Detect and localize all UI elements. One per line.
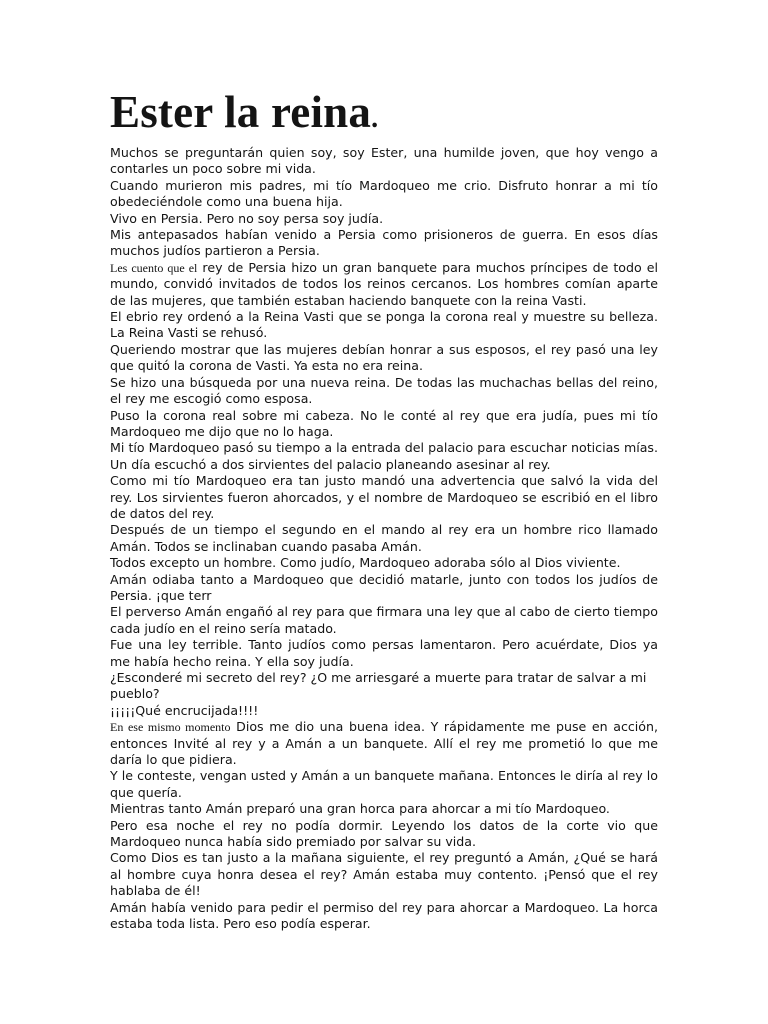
paragraph [110,309,658,342]
paragraph [110,408,658,441]
paragraph [110,703,658,719]
paragraph [110,473,658,522]
paragraph [110,801,658,817]
paragraph-text: Después de un tiempo el segundo en el mando al rey era un hombre rico llamado Amán. Todos se inclinaban cuando pasaba Amán. [110,522,658,554]
paragraph-text: Cuando murieron mis padres, mi tío Mardoqueo me crio. Disfruto honrar a mi tío obedeciéndole como una buena hija. [110,177,658,210]
paragraph [110,719,658,768]
paragraph-text: Queriendo mostrar que las mujeres debían honrar a sus esposos, el rey pasó una ley que quitó la corona de Vasti. Ya esta no era reina. [110,341,658,374]
paragraph [110,637,658,670]
paragraph-text: Fue una ley terrible. Tanto judíos como persas lamentaron. Pero acuérdate, Dios ya me había hecho reina. Y ella soy judía. [110,637,658,669]
paragraph [110,375,658,408]
paragraph [110,260,658,309]
title-period: . [371,103,379,134]
paragraph [110,818,658,851]
paragraph-text: Como Dios es tan justo a la mañana siguiente, el rey preguntó a Amán, ¿Qué se hará al hombre cuya honra desea el rey? Amán estaba muy contento. ¡Pensó que el rey hablaba de él! [110,850,658,899]
paragraph-text: Amán odiaba tanto a Mardoqueo que decidió matarle, junto con todos los judíos de Persia. ¡que terr [110,571,658,603]
document-body [110,86,658,933]
paragraph [110,572,658,605]
paragraph [110,604,658,637]
paragraph-text: Amán había venido para pedir el permiso del rey para ahorcar a Mardoqueo. La horca estaba toda lista. Pero eso podía esperar. [110,899,658,932]
paragraph-text: rey de Persia hizo un gran banquete para muchos príncipes de todo el mundo, convidó invitados de todos los reinos cercanos. Los hombres comían aparte de las mujeres, que también estaban haciendo banquete con la reina Vasti. [110,259,658,308]
paragraph-list [110,145,658,933]
paragraph-text: Vivo en Persia. Pero no soy persa soy judía. [110,210,384,226]
paragraph [110,522,658,555]
paragraph [110,178,658,211]
paragraph [110,768,658,801]
paragraph [110,440,658,473]
paragraph-text: Se hizo una búsqueda por una nueva reina. De todas las muchachas bellas del reino, el rey me escogió como esposa. [110,374,658,407]
paragraph-text: ¿Esconderé mi secreto del rey? ¿O me arriesgaré a muerte para tratar de salvar a mi pueblo? [110,670,647,702]
document-title [110,86,658,145]
paragraph-lead: En ese mismo momento [110,720,231,735]
paragraph-text: Dios me dio una buena idea. Y rápidamente me puse en acción, entonces Invité al rey y a Amán a un banquete. Allí el rey me prometió lo que me daría lo que pidiera. [110,719,658,768]
paragraph [110,555,658,571]
paragraph-text: Y le conteste, vengan usted y Amán a un banquete mañana. Entonces le diría al rey lo que quería. [110,768,658,800]
paragraph [110,227,658,260]
paragraph-text: El perverso Amán engañó al rey para que firmara una ley que al cabo de cierto tiempo cada judío en el reino sería matado. [110,604,658,636]
paragraph-text: Pero esa noche el rey no podía dormir. Leyendo los datos de la corte vio que Mardoqueo nunca había sido premiado por salvar su vida. [110,817,658,850]
paragraph-text: Mientras tanto Amán preparó una gran horca para ahorcar a mi tío Mardoqueo. [110,801,610,817]
paragraph [110,900,658,933]
paragraph [110,850,658,899]
paragraph-text: Todos excepto un hombre. Como judío, Mardoqueo adoraba sólo al Dios viviente. [110,555,621,571]
paragraph-text: Muchos se preguntarán quien soy, soy Ester, una humilde joven, que hoy vengo a contarles un poco sobre mi vida. [110,145,658,177]
paragraph [110,670,658,703]
paragraph-text: Como mi tío Mardoqueo era tan justo mandó una advertencia que salvó la vida del rey. Los sirvientes fueron ahorcados, y el nombre de Mardoqueo se escribió en el libro de datos del rey. [110,473,658,521]
paragraph-lead: Les cuento que el [110,260,198,275]
title-text: Ester la reina [110,87,372,137]
paragraph [110,342,658,375]
paragraph [110,145,658,178]
paragraph-text: Mi tío Mardoqueo pasó su tiempo a la entrada del palacio para escuchar noticias mías. Un día escuchó a dos sirvientes del palacio planeando asesinar al rey. [110,440,658,472]
paragraph-text: Puso la corona real sobre mi cabeza. No le conté al rey que era judía, pues mi tío Mardoqueo me dijo que no lo haga. [110,407,658,439]
paragraph-text: Mis antepasados habían venido a Persia como prisioneros de guerra. En esos días muchos judíos partieron a Persia. [110,227,658,259]
paragraph-text: ¡¡¡¡¡Qué encrucijada!!!! [110,702,259,718]
paragraph [110,211,658,227]
paragraph-text: El ebrio rey ordenó a la Reina Vasti que se ponga la corona real y muestre su belleza. La Reina Vasti se rehusó. [110,309,658,341]
